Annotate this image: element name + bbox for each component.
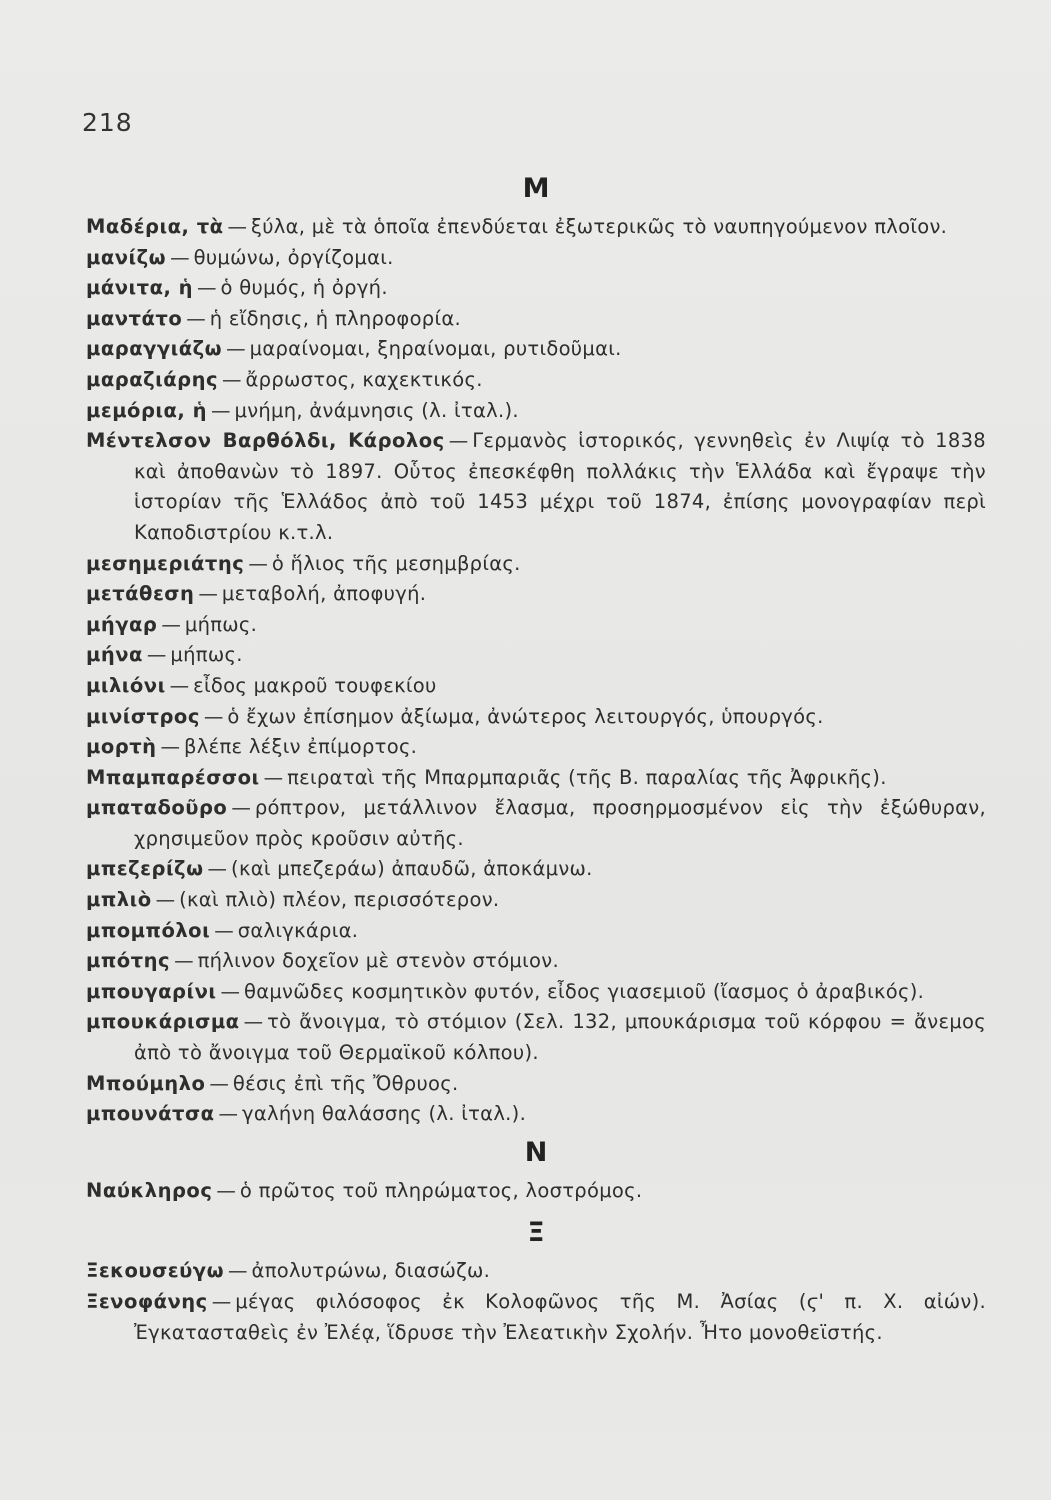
glossary-entry: [86, 212, 986, 243]
glossary-entry: [86, 702, 986, 733]
glossary-entry: [86, 243, 986, 274]
entry-separator: —: [211, 1290, 232, 1313]
entry-separator: —: [263, 765, 284, 789]
glossary-entry: [86, 854, 986, 885]
entry-definition: θέσις ἐπὶ τῆς Ὄθρυος.: [232, 1071, 459, 1095]
entry-headword: Μαδέρια, τὰ: [86, 215, 224, 238]
entry-separator: —: [198, 582, 218, 606]
entry-headword: μανίζω: [86, 245, 167, 269]
entry-definition: (καὶ μπεζεράω) ἀπαυδῶ, ἀποκάμνω.: [231, 857, 593, 881]
entry-separator: —: [160, 735, 181, 759]
page-number: 218: [82, 108, 133, 137]
entry-headword: μπουνάτσα: [86, 1102, 215, 1126]
glossary-entry: [86, 946, 986, 977]
entry-definition: πειραταὶ τῆς Μπαρμπαριᾶς (τῆς Β. παραλίας τῆς Ἀφρικῆς).: [287, 765, 887, 789]
entry-headword: μινίστρος: [86, 704, 200, 728]
entry-headword: μεμόρια, ἡ: [86, 398, 207, 422]
entry-headword: μαραγγιάζω: [86, 337, 223, 361]
entry-separator: —: [227, 215, 248, 238]
entry-separator: —: [207, 857, 228, 881]
entry-headword: μπομπόλοι: [86, 918, 211, 942]
glossary-entry: [86, 549, 986, 580]
entry-separator: —: [169, 673, 190, 697]
glossary-entry: [86, 1256, 986, 1287]
entry-headword: μάνιτα, ἡ: [86, 276, 194, 300]
entry-headword: μαραζιάρης: [86, 367, 219, 391]
entry-definition: θυμώνω, ὀργίζομαι.: [193, 245, 394, 269]
entry-definition: ξύλα, μὲ τὰ ὁποῖα ἐπενδύεται ἐξωτερικῶς τὸ ναυπηγούμενον πλοῖον.: [251, 215, 948, 238]
entry-separator: —: [231, 796, 251, 820]
entry-headword: Ξενοφάνης: [86, 1290, 208, 1313]
entry-headword: μιλιόνι: [86, 673, 166, 697]
entry-definition: ὁ θυμός, ἡ ὀργή.: [220, 276, 388, 300]
entry-headword: Ξεκουσεύγω: [86, 1259, 225, 1283]
glossary-entry: [86, 334, 986, 365]
entry-headword: μήγαρ: [86, 612, 158, 636]
entry-separator: —: [248, 551, 268, 575]
entry-definition: σαλιγκάρια.: [237, 918, 359, 942]
entry-headword: μπότης: [86, 949, 171, 973]
glossary-entry: [86, 273, 986, 304]
glossary-entry: [86, 793, 986, 854]
glossary-entry: [86, 763, 986, 794]
entry-headword: μπλιὸ: [86, 888, 152, 912]
entry-definition: γαλήνη θαλάσσης (λ. ἰταλ.).: [242, 1102, 527, 1126]
entry-separator: —: [210, 398, 231, 422]
glossary-entry: [86, 732, 986, 763]
entry-separator: —: [209, 1071, 229, 1095]
entry-separator: —: [216, 1178, 236, 1202]
glossary-entry: [86, 885, 986, 916]
entry-definition: (καὶ πλιὸ) πλέον, περισσότερον.: [179, 888, 500, 912]
entry-headword: Μπαμπαρέσσοι: [86, 765, 260, 789]
glossary-entry: [86, 640, 986, 671]
entry-headword: μήνα: [86, 643, 143, 667]
glossary-entry: [86, 916, 986, 947]
entry-separator: —: [186, 306, 206, 330]
entry-definition: τὸ ἄνοιγμα, τὸ στόμιον (Σελ. 132, μπουκάρισμα τοῦ κόρφου = ἄνεμος ἀπὸ τὸ ἄνοιγμα τοῦ Θερμαϊκοῦ κόλπου).: [134, 1010, 986, 1065]
glossary-entry: [86, 1176, 986, 1207]
entry-definition: μαραίνομαι, ξηραίνομαι, ρυτιδοῦμαι.: [249, 337, 622, 361]
entry-headword: μεσημεριάτης: [86, 551, 245, 575]
entry-definition: μήπως.: [184, 612, 258, 636]
section-letter-n: Ν: [524, 1136, 548, 1168]
entry-headword: μορτὴ: [86, 735, 157, 759]
entry-separator: —: [203, 704, 224, 728]
entry-separator: —: [170, 245, 190, 269]
entry-separator: —: [197, 276, 217, 300]
entry-separator: —: [146, 643, 167, 667]
entry-headword: μπουγαρίνι: [86, 979, 217, 1003]
entry-definition: ἄρρωστος, καχεκτικός.: [245, 367, 483, 391]
entry-headword: Ναύκληρος: [86, 1178, 213, 1202]
entry-headword: μπουκάρισμα: [86, 1010, 240, 1034]
entry-separator: —: [214, 918, 234, 942]
entry-separator: —: [174, 949, 194, 973]
glossary-entry: [86, 396, 986, 427]
entry-definition: ρόπτρον, μετάλλινον ἔλασμα, προσηρμοσμένον εἰς τὴν ἐξώθυραν, χρησιμεῦον πρὸς κροῦσιν αὐτῆς.: [134, 796, 986, 850]
entry-headword: Μπούμηλο: [86, 1071, 206, 1095]
glossary-entry: [86, 304, 986, 335]
entry-separator: —: [448, 429, 469, 453]
entry-definition: ὁ ἔχων ἐπίσημον ἀξίωμα, ἀνώτερος λειτουργός, ὑπουργός.: [227, 704, 824, 728]
entry-definition: μήπως.: [170, 643, 243, 667]
entry-definition: ἀπολυτρώνω, διασώζω.: [251, 1259, 491, 1283]
glossary-entry: [86, 610, 986, 641]
glossary-entry: [86, 1007, 986, 1068]
entry-headword: Μέντελσον Βαρθόλδι, Κάρολος: [86, 429, 445, 453]
entry-definition: εἶδος μακροῦ τουφεκίου: [193, 673, 437, 697]
entry-separator: —: [226, 337, 246, 361]
entry-separator: —: [161, 612, 181, 636]
entry-definition: ὁ ἥλιος τῆς μεσημβρίας.: [271, 551, 521, 575]
entry-separator: —: [243, 1010, 264, 1034]
entry-definition: μεταβολή, ἀποφυγή.: [221, 582, 427, 606]
section-letter-xi: Ξ: [527, 1217, 545, 1249]
entry-definition: ἡ εἴδησις, ἡ πληροφορία.: [209, 306, 462, 330]
glossary-entry: [86, 671, 986, 702]
glossary-entry: [86, 1069, 986, 1100]
entry-headword: μετάθεση: [86, 582, 195, 606]
entry-definition: μνήμη, ἀνάμνησις (λ. ἰταλ.).: [234, 398, 519, 422]
glossary-entry: [86, 1099, 986, 1130]
entry-separator: —: [222, 367, 242, 391]
entry-separator: —: [228, 1259, 248, 1283]
glossary-entry: [86, 365, 986, 396]
entry-headword: μπεζερίζω: [86, 857, 204, 881]
entry-definition: μέγας φιλόσοφος ἐκ Κολοφῶνος τῆς Μ. Ἀσίας (ϛ' π. Χ. αἰών). Ἐγκατασταθεὶς ἐν Ἐλέᾳ, ἵδρυσε τὴν Ἐλεατικὴν Σχολήν. Ἦτο μονοθεϊστής.: [134, 1290, 986, 1344]
entry-definition: βλέπε λέξιν ἐπίμορτος.: [184, 735, 418, 759]
entry-separator: —: [220, 979, 240, 1003]
entry-definition: ὁ πρῶτος τοῦ πληρώματος, λοστρόμος.: [239, 1178, 643, 1202]
glossary-entry: [86, 977, 986, 1008]
glossary-entry: [86, 579, 986, 610]
entry-headword: μαντάτο: [86, 306, 183, 330]
entry-definition: θαμνῶδες κοσμητικὸν φυτόν, εἶδος γιασεμιοῦ (ἴασμος ὁ ἀραβικός).: [243, 979, 925, 1003]
entry-definition: πήλινον δοχεῖον μὲ στενὸν στόμιον.: [197, 949, 559, 973]
entry-separator: —: [155, 888, 176, 912]
glossary-content: [86, 172, 986, 1348]
entry-definition: Γερμανὸς ἱστορικός, γεννηθεὶς ἐν Λιψίᾳ τὸ 1838 καὶ ἀποθανὼν τὸ 1897. Οὗτος ἐπεσκέφθη πολλάκις τὴν Ἑλλάδα καὶ ἔγραψε τὴν ἱστορίαν τῆς Ἑλλάδος ἀπὸ τοῦ 1453 μέχρι τοῦ 1874, ἐπίσης μονογραφίαν περὶ Καποδιστρίου κ.τ.λ.: [134, 429, 986, 544]
glossary-entry: [86, 1287, 986, 1348]
entry-headword: μπαταδοῦρο: [86, 796, 228, 820]
entry-separator: —: [218, 1102, 239, 1126]
glossary-entry: [86, 426, 986, 548]
section-letter-m: Μ: [522, 173, 550, 204]
